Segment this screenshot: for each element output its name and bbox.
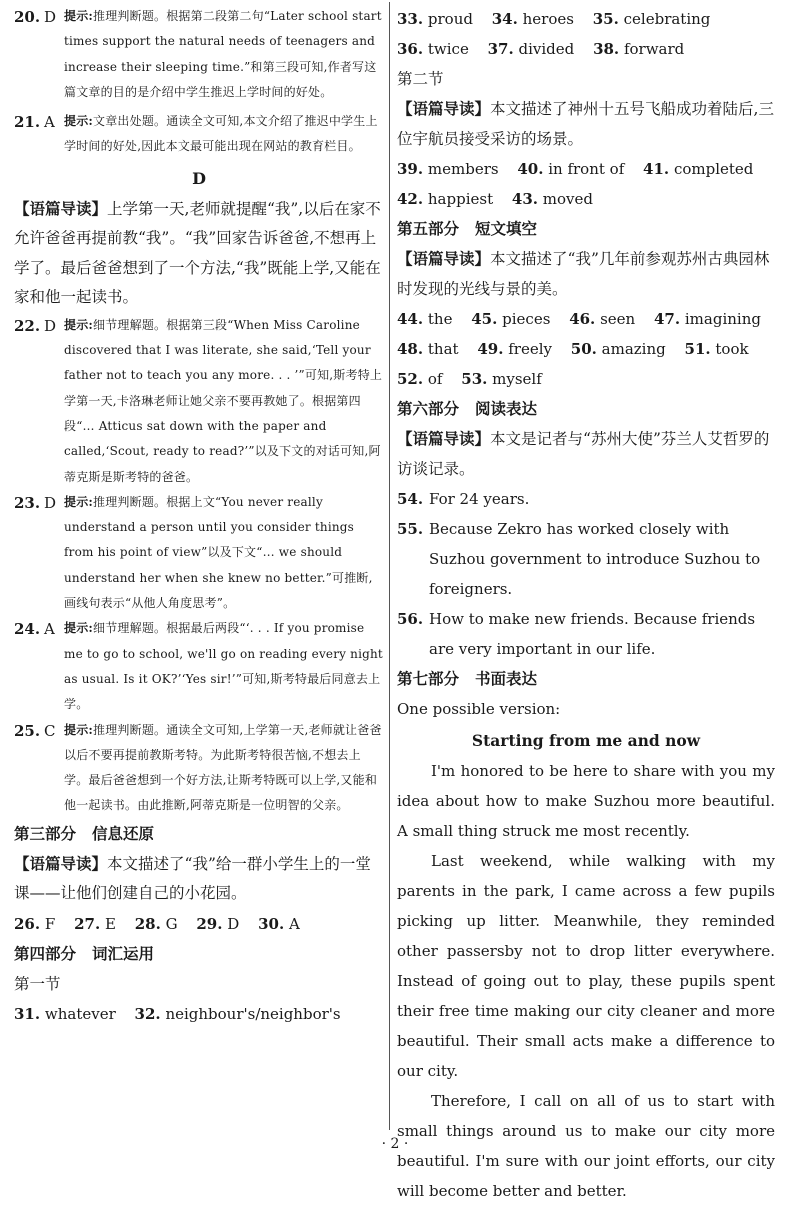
question-number: 55. bbox=[397, 520, 424, 538]
answer-item bbox=[517, 154, 624, 184]
essay-title: Starting from me and now bbox=[471, 731, 701, 750]
intro-label: 【语篇导读】 bbox=[14, 198, 108, 218]
hint-text: 细节理解题。根据第三段“When Miss Caroline discovered that I was literate, she said,‘Tell your father not to teach you any more. . . ’”可知,斯考特上学第一天,卡洛琳老师让她父亲不要再教她了。根据第四段“… Atticus sat down with the paper and called,‘Scout, ready to read?’”以及下文的对话可知,阿蒂克斯是斯考特的爸爸。 bbox=[64, 317, 383, 484]
question-number: 52. bbox=[397, 370, 424, 388]
answer-55 bbox=[397, 514, 775, 604]
answer-item bbox=[593, 34, 684, 64]
answer-value: the bbox=[427, 310, 453, 328]
answer-letter: A bbox=[44, 620, 55, 639]
answer-value: happiest bbox=[427, 190, 494, 208]
part-title: 短文填空 bbox=[475, 219, 538, 238]
question-number: 39. bbox=[397, 160, 424, 178]
answer-value: For 24 years. bbox=[429, 490, 530, 508]
answer-item bbox=[685, 334, 749, 364]
page-number: · 2 · bbox=[381, 1136, 409, 1152]
passage-d-title: D bbox=[192, 168, 206, 188]
answer-item bbox=[14, 999, 116, 1029]
intro-text: 本文描述了“我”几年前参观苏州古典园林时发现的光线与景的美。 bbox=[397, 250, 770, 298]
hint-text: 推理判断题。通读全文可知,上学第一天,老师就让爸爸以后不要再提前教斯考特。为此斯考特很苦恼,不想去上学。最后爸爸想到一个好方法,让斯考特既可以上学,又能和他一起读书。由此推断,阿蒂克斯是一位明智的父亲。 bbox=[64, 722, 382, 813]
answer-value: seen bbox=[600, 310, 636, 328]
answer-letter: D bbox=[44, 493, 57, 512]
answer-item bbox=[477, 334, 552, 364]
right-column bbox=[397, 4, 775, 1206]
essay-paragraph: I'm honored to be here to share with you my idea about how to make Suzhou more beautiful. A small thing struck me most recently. bbox=[397, 762, 775, 840]
intro-label: 【语篇导读】 bbox=[397, 429, 491, 448]
answer-item bbox=[14, 909, 55, 939]
answer-item bbox=[397, 4, 473, 34]
answer-item bbox=[569, 304, 635, 334]
hint-label: 提示: bbox=[64, 114, 94, 129]
question-22 bbox=[14, 313, 384, 490]
answer-value: How to make new friends. Because friends are very important in our life. bbox=[429, 610, 756, 658]
answer-value: of bbox=[427, 370, 443, 388]
answer-item bbox=[461, 364, 542, 394]
answer-item bbox=[488, 34, 575, 64]
part-title: 书面表达 bbox=[475, 669, 538, 688]
answer-item bbox=[397, 154, 499, 184]
answer-value: myself bbox=[492, 370, 542, 388]
answer-letter: A bbox=[44, 113, 55, 132]
question-number: 56. bbox=[397, 610, 424, 628]
section-2-heading: 第二节 bbox=[397, 70, 444, 88]
question-number: 33. bbox=[397, 10, 424, 28]
answers-52-53 bbox=[397, 364, 775, 394]
question-number: 38. bbox=[593, 40, 620, 58]
answer-item bbox=[135, 999, 341, 1029]
answer-item bbox=[397, 184, 493, 214]
answer-item bbox=[397, 34, 469, 64]
answer-value: Because Zekro has worked closely with Suzhou government to introduce Suzhou to foreigners. bbox=[429, 520, 761, 598]
question-number: 47. bbox=[653, 310, 681, 328]
part-title: 阅读表达 bbox=[475, 399, 538, 418]
answer-letter: D bbox=[44, 8, 57, 26]
hint-block bbox=[64, 313, 384, 490]
question-number: 30. bbox=[258, 914, 285, 933]
answer-item bbox=[654, 304, 761, 334]
part-label: 第七部分 bbox=[397, 669, 460, 688]
answers-44-47 bbox=[397, 304, 775, 334]
question-25 bbox=[14, 718, 384, 819]
part-label: 第五部分 bbox=[397, 219, 460, 238]
hint-block bbox=[64, 718, 384, 819]
question-number: 21. bbox=[14, 113, 41, 132]
part-title: 信息还原 bbox=[92, 823, 155, 843]
part-label: 第六部分 bbox=[397, 399, 460, 418]
answer-value: celebrating bbox=[623, 10, 711, 28]
question-number: 27. bbox=[74, 914, 101, 933]
answer-item bbox=[397, 334, 459, 364]
answer-value: pieces bbox=[502, 310, 551, 328]
question-21 bbox=[14, 109, 384, 160]
answer-letter: C bbox=[44, 721, 56, 740]
question-number: 28. bbox=[134, 914, 161, 933]
possible-version-label: One possible version: bbox=[397, 700, 561, 718]
question-number: 48. bbox=[397, 340, 424, 358]
hint-text: 推理判断题。根据第二段第二句“Later school start times support the natural needs of teenagers and increase their sleeping time.”和第三段可知,作者写这篇文章的目的是介绍中学生推迟上学时间的好处。 bbox=[64, 9, 382, 99]
answer-value: heroes bbox=[522, 10, 574, 28]
answer-letter: D bbox=[44, 316, 57, 335]
part-6-heading bbox=[397, 394, 775, 424]
hint-label: 提示: bbox=[64, 722, 94, 737]
intro-label: 【语篇导读】 bbox=[397, 99, 491, 118]
answer-56 bbox=[397, 604, 775, 664]
question-number: 41. bbox=[643, 160, 670, 178]
question-number: 26. bbox=[14, 914, 41, 933]
answer-54 bbox=[397, 484, 775, 514]
essay-paragraph: Last weekend, while walking with my parents in the park, I came across a few pupils picking up litter. Meanwhile, they reminded other passersby not to drop litter everywhere. Instead of going out to play, these pupils spent their free time making our city cleaner and more beautiful. Their small acts make a difference to our city. bbox=[397, 852, 775, 1080]
question-number: 24. bbox=[14, 620, 41, 639]
question-number: 49. bbox=[477, 340, 504, 358]
answers-33-35 bbox=[397, 4, 775, 34]
answers-42-43 bbox=[397, 184, 775, 214]
answer-value: members bbox=[427, 160, 499, 178]
question-number: 35. bbox=[592, 10, 619, 28]
answers-39-41 bbox=[397, 154, 775, 184]
answer-item bbox=[512, 184, 593, 214]
answer-item bbox=[397, 364, 442, 394]
question-number: 37. bbox=[487, 40, 514, 58]
question-number: 25. bbox=[14, 721, 41, 740]
question-number: 29. bbox=[196, 914, 223, 933]
answer-value: divided bbox=[518, 40, 575, 58]
answer-item bbox=[643, 154, 753, 184]
answer-value: moved bbox=[542, 190, 593, 208]
answers-36-38 bbox=[397, 34, 775, 64]
question-number: 42. bbox=[397, 190, 424, 208]
answer-item bbox=[593, 4, 711, 34]
question-number: 34. bbox=[491, 10, 518, 28]
question-number: 50. bbox=[570, 340, 597, 358]
question-number: 23. bbox=[14, 493, 41, 512]
part-3-intro bbox=[14, 849, 384, 909]
answer-value: freely bbox=[508, 340, 552, 358]
part-label: 第四部分 bbox=[14, 943, 77, 963]
intro-label: 【语篇导读】 bbox=[397, 249, 491, 268]
part-title: 词汇运用 bbox=[92, 943, 155, 963]
part-4-answers bbox=[14, 999, 384, 1029]
answer-value: neighbour's/neighbor's bbox=[165, 1004, 341, 1023]
section-2-intro bbox=[397, 94, 775, 154]
hint-label: 提示: bbox=[64, 317, 94, 332]
question-number: 54. bbox=[397, 490, 424, 508]
answer-value: that bbox=[427, 340, 459, 358]
answer-value: G bbox=[165, 914, 178, 933]
hint-block bbox=[64, 4, 384, 105]
part-4-heading bbox=[14, 939, 384, 969]
intro-text: 本文是记者与“苏州大使”芬兰人艾哲罗的访谈记录。 bbox=[397, 430, 770, 478]
question-number: 53. bbox=[461, 370, 488, 388]
part-5-intro bbox=[397, 244, 775, 304]
answer-value: forward bbox=[623, 40, 685, 58]
part-label: 第三部分 bbox=[14, 823, 77, 843]
section-1-heading: 第一节 bbox=[14, 974, 61, 993]
answer-item bbox=[397, 304, 452, 334]
passage-d-intro bbox=[14, 194, 384, 313]
hint-block bbox=[64, 109, 384, 160]
answer-value: imagining bbox=[684, 310, 761, 328]
hint-block bbox=[64, 616, 384, 717]
answer-item bbox=[74, 909, 116, 939]
hint-text: 推理判断题。根据上文“You never really understand a person until you consider things from his point of view”以及下文“… we should understand her when she knew no better.”可推断,画线句表示“从他人角度思考”。 bbox=[64, 494, 373, 611]
intro-text: 上学第一天,老师就提醒“我”,以后在家不允许爸爸再提前教“我”。“我”回家告诉爸爸,不想再上学了。最后爸爸想到了一个方法,“我”既能上学,又能在家和他一起读书。 bbox=[14, 199, 381, 307]
intro-label: 【语篇导读】 bbox=[14, 853, 108, 873]
answer-value: F bbox=[44, 914, 56, 933]
part-6-intro bbox=[397, 424, 775, 484]
answer-item bbox=[258, 909, 300, 939]
answer-item bbox=[471, 304, 550, 334]
hint-label: 提示: bbox=[64, 9, 94, 23]
question-24 bbox=[14, 616, 384, 717]
hint-label: 提示: bbox=[64, 494, 94, 509]
part-3-heading bbox=[14, 819, 384, 849]
column-divider bbox=[389, 2, 390, 1130]
essay-paragraph: Therefore, I call on all of us to start with small things around us to make our city more beautiful. I'm sure with our joint efforts, our city will become better and better. bbox=[397, 1092, 775, 1200]
answer-item bbox=[571, 334, 666, 364]
question-number: 40. bbox=[517, 160, 544, 178]
question-number: 45. bbox=[471, 310, 498, 328]
answers-48-51 bbox=[397, 334, 775, 364]
question-23 bbox=[14, 490, 384, 616]
question-number: 46. bbox=[569, 310, 596, 328]
answer-value: completed bbox=[673, 160, 754, 178]
answer-value: D bbox=[227, 914, 240, 933]
question-number: 36. bbox=[397, 40, 424, 58]
question-number: 31. bbox=[14, 1004, 41, 1023]
intro-text: 本文描述了神州十五号飞船成功着陆后,三位宇航员接受采访的场景。 bbox=[397, 100, 774, 148]
part-5-heading bbox=[397, 214, 775, 244]
answer-item bbox=[492, 4, 574, 34]
question-number: 20. bbox=[14, 8, 41, 26]
question-number: 51. bbox=[684, 340, 711, 358]
question-number: 44. bbox=[397, 310, 424, 328]
answer-value: twice bbox=[427, 40, 469, 58]
answer-item bbox=[135, 909, 178, 939]
answer-value: took bbox=[715, 340, 749, 358]
answer-value: in front of bbox=[548, 160, 625, 178]
hint-text: 文章出处题。通读全文可知,本文介绍了推迟中学生上学时间的好处,因此本文最可能出现在网站的教育栏目。 bbox=[64, 114, 378, 154]
answer-value: whatever bbox=[44, 1004, 116, 1023]
answer-value: A bbox=[288, 914, 300, 933]
answer-value: amazing bbox=[601, 340, 666, 358]
question-number: 22. bbox=[14, 316, 41, 335]
intro-text: 本文描述了“我”给一群小学生上的一堂课——让他们创建自己的小花园。 bbox=[14, 854, 371, 903]
part-7-heading bbox=[397, 664, 775, 694]
answer-value: E bbox=[104, 914, 116, 933]
answer-value: proud bbox=[427, 10, 473, 28]
question-number: 32. bbox=[134, 1004, 161, 1023]
part-3-answers bbox=[14, 909, 384, 939]
question-20 bbox=[14, 4, 384, 105]
question-number: 43. bbox=[511, 190, 538, 208]
hint-block bbox=[64, 490, 384, 616]
answer-item bbox=[196, 909, 239, 939]
hint-label: 提示: bbox=[64, 621, 94, 636]
hint-text: 细节理解题。根据最后两段“‘. . . If you promise me to go to school, we'll go on reading every night as usual. Is it OK?’‘Yes sir!’”可知,斯考特最后同意去上学。 bbox=[64, 621, 383, 712]
left-column bbox=[14, 4, 384, 1029]
